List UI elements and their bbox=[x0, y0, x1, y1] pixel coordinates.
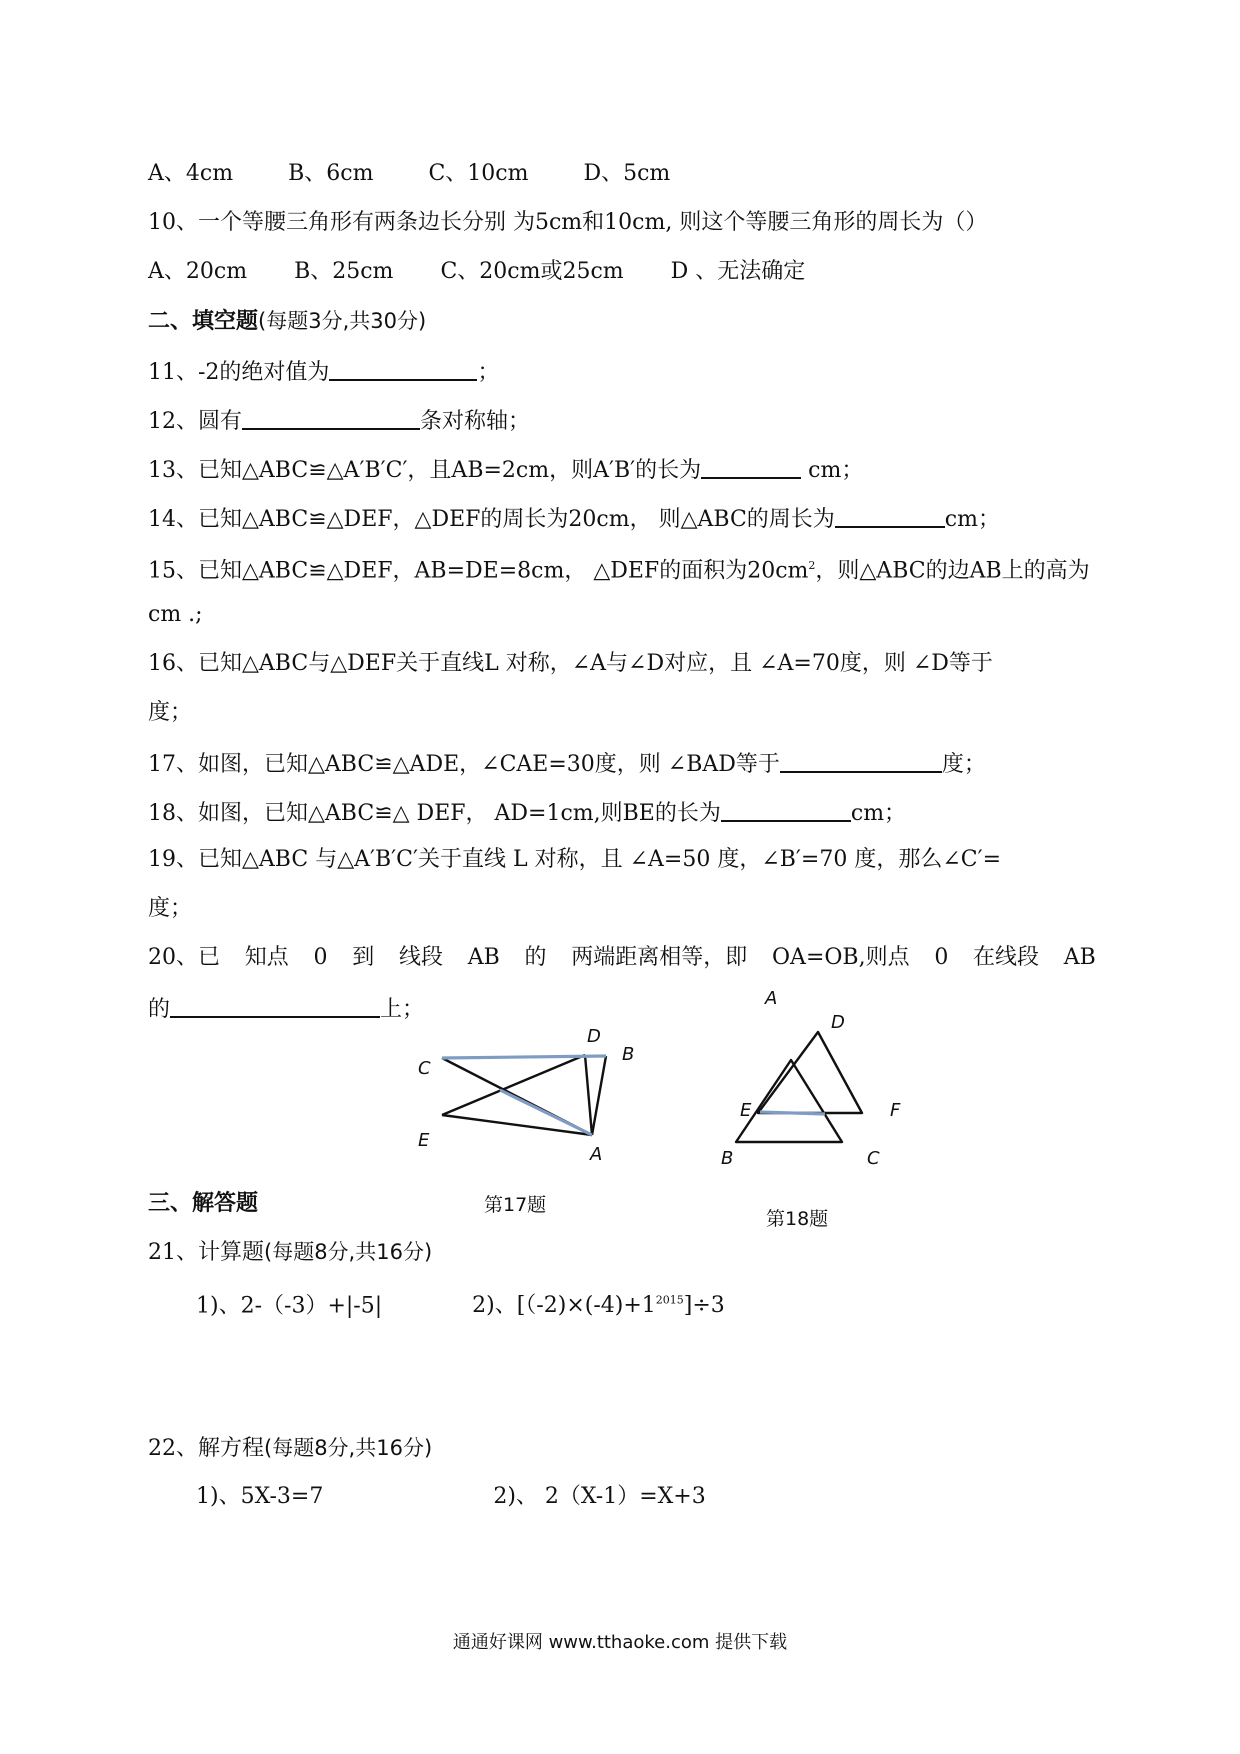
fig18-label-c: C bbox=[867, 1148, 880, 1169]
q11-after: ； bbox=[477, 360, 500, 385]
q19-line1: 19、已知△ABC 与△A′B′C′关于直线 L 对称，且 ∠A=50 度，∠B′=70 度，那么∠C′= bbox=[148, 847, 1002, 872]
fig17-label-e: E bbox=[418, 1130, 430, 1151]
q10-option-d: D 、无法确定 bbox=[670, 259, 806, 284]
section2-note: (每题3分,共30分) bbox=[258, 309, 427, 333]
section3-title: 三、解答题 bbox=[148, 1190, 259, 1216]
q20-word: 0 bbox=[934, 945, 949, 970]
fig17-label-c: C bbox=[418, 1058, 431, 1079]
q13-after: cm； bbox=[801, 458, 864, 483]
q20-word: 20、已 bbox=[148, 945, 220, 970]
q16-line1: 16、已知△ABC与△DEF关于直线L 对称，∠A与∠D对应，且 ∠A=70度，则 ∠D等于 bbox=[148, 651, 993, 676]
q21-part2-a: 2)、[（-2)×(-4)+1 bbox=[472, 1293, 656, 1319]
q21-problems bbox=[196, 1286, 725, 1321]
q9-options bbox=[148, 159, 670, 189]
fig17-edge bbox=[592, 1056, 606, 1135]
q22-problems bbox=[196, 1482, 706, 1512]
q17-text: 17、如图，已知△ABC≌△ADE，∠CAE=30度，则 ∠BAD等于 bbox=[148, 752, 780, 777]
q20-word: OA=OB,则点 bbox=[772, 945, 910, 970]
section2-heading bbox=[148, 306, 426, 337]
fig17-highlight bbox=[442, 1056, 606, 1058]
q20-word: 在线段 bbox=[973, 945, 1040, 970]
q20-answer-blank[interactable] bbox=[170, 992, 380, 1018]
q20-line2 bbox=[148, 992, 424, 1025]
q22-note: (每题8分,共16分) bbox=[264, 1436, 433, 1460]
q20-word: 两端距离相等，即 bbox=[571, 945, 748, 970]
q21-heading bbox=[148, 1237, 432, 1268]
q20-word: 到 bbox=[352, 945, 375, 970]
q22-part1: 1)、5X-3=7 bbox=[196, 1484, 324, 1509]
q15-line2: cm .; bbox=[148, 602, 203, 627]
q20-word: AB bbox=[467, 945, 500, 970]
q19-line2: 度； bbox=[148, 896, 193, 921]
q10-option-a: A、20cm bbox=[148, 259, 248, 284]
q20-word: 知点 bbox=[244, 945, 289, 970]
q14-after: cm； bbox=[944, 507, 1000, 532]
q17-after: 度； bbox=[941, 752, 986, 777]
q12-answer-blank[interactable] bbox=[242, 404, 420, 430]
q18 bbox=[148, 796, 906, 829]
page-footer: 通通好课网 www.tthaoke.com 提供下载 bbox=[452, 1632, 788, 1653]
q16-line2: 度； bbox=[148, 700, 193, 725]
q10-stem: 10、一个等腰三角形有两条边长分别 为5cm和10cm, 则这个等腰三角形的周长为（） bbox=[148, 210, 988, 235]
q13 bbox=[148, 453, 863, 486]
q13-answer-blank[interactable] bbox=[701, 453, 801, 479]
q15-text-a: 15、已知△ABC≌△DEF，AB=DE=8cm， △DEF的面积为20cm bbox=[148, 558, 809, 584]
q21-note: (每题8分,共16分) bbox=[264, 1240, 433, 1264]
fig18-label-f: F bbox=[890, 1100, 901, 1121]
q11-answer-blank[interactable] bbox=[329, 355, 477, 381]
fig17-edge bbox=[442, 1055, 585, 1115]
q20-line2-text: 的 bbox=[148, 997, 171, 1022]
fig18-label-b: B bbox=[721, 1148, 734, 1169]
fig18-label-a: A bbox=[765, 988, 778, 1009]
q20-word: AB bbox=[1063, 945, 1096, 970]
section2-title: 二、填空题 bbox=[148, 308, 259, 334]
fig17-label-d: D bbox=[587, 1026, 601, 1047]
q18-answer-blank[interactable] bbox=[721, 796, 851, 822]
q21-part2-b: ]÷3 bbox=[683, 1293, 725, 1319]
q10-option-c: C、20cm或25cm bbox=[440, 259, 624, 284]
q20-word: 0 bbox=[313, 945, 328, 970]
q11 bbox=[148, 355, 499, 388]
q12 bbox=[148, 404, 530, 437]
q9-option-a: A、4cm bbox=[148, 161, 234, 186]
q17-answer-blank[interactable] bbox=[780, 747, 942, 773]
q13-text: 13、已知△ABC≌△A′B′C′，且AB=2cm，则A′B′的长为 bbox=[148, 458, 702, 483]
fig17-caption: 第17题 bbox=[484, 1194, 547, 1216]
q22-title: 22、解方程 bbox=[148, 1436, 264, 1461]
fig18-triangle-def bbox=[758, 1032, 862, 1113]
q11-text: 11、-2的绝对值为 bbox=[148, 360, 330, 385]
q20-line1 bbox=[148, 943, 1096, 973]
q15-superscript: 2 bbox=[808, 559, 816, 572]
fig17-label-a: A bbox=[590, 1144, 603, 1165]
q17 bbox=[148, 747, 986, 780]
q21-part1: 1)、2-（-3）+|-5| bbox=[196, 1293, 383, 1319]
q22-heading bbox=[148, 1433, 432, 1464]
q14-answer-blank[interactable] bbox=[835, 502, 945, 528]
q9-option-d: D、5cm bbox=[583, 161, 671, 186]
q14 bbox=[148, 502, 1000, 535]
fig18-caption: 第18题 bbox=[766, 1208, 829, 1230]
fig18-label-d: D bbox=[831, 1012, 845, 1033]
q10-option-b: B、25cm bbox=[294, 259, 394, 284]
fig18-highlight bbox=[760, 1112, 825, 1114]
q15-text-b: ，则△ABC的边AB上的高为 bbox=[815, 558, 1090, 584]
fig17-edge bbox=[585, 1055, 592, 1135]
q21-title: 21、计算题 bbox=[148, 1240, 264, 1265]
q9-option-c: C、10cm bbox=[428, 161, 529, 186]
fig17-label-b: B bbox=[622, 1044, 635, 1065]
q22-part2: 2)、 2（X-1）=X+3 bbox=[493, 1484, 706, 1509]
q21-part2-exponent: 2015 bbox=[655, 1294, 684, 1307]
q18-text: 18、如图，已知△ABC≌△ DEF， AD=1cm,则BE的长为 bbox=[148, 801, 721, 826]
q18-after: cm； bbox=[850, 801, 907, 826]
q9-option-b: B、6cm bbox=[288, 161, 374, 186]
q14-text: 14、已知△ABC≌△DEF，△DEF的周长为20cm， 则△ABC的周长为 bbox=[148, 507, 835, 532]
q12-after: 条对称轴； bbox=[420, 409, 531, 434]
figure-18 bbox=[715, 980, 925, 1170]
q20-word: 线段 bbox=[398, 945, 443, 970]
q10-options bbox=[148, 257, 805, 287]
q20-word: 的 bbox=[524, 945, 547, 970]
q12-text: 12、圆有 bbox=[148, 409, 242, 434]
q21-part2 bbox=[472, 1293, 725, 1318]
q20-line2-after: 上； bbox=[380, 997, 425, 1022]
fig18-label-e: E bbox=[740, 1100, 752, 1121]
q15-line1 bbox=[148, 551, 1090, 586]
figure-17 bbox=[400, 1010, 650, 1180]
